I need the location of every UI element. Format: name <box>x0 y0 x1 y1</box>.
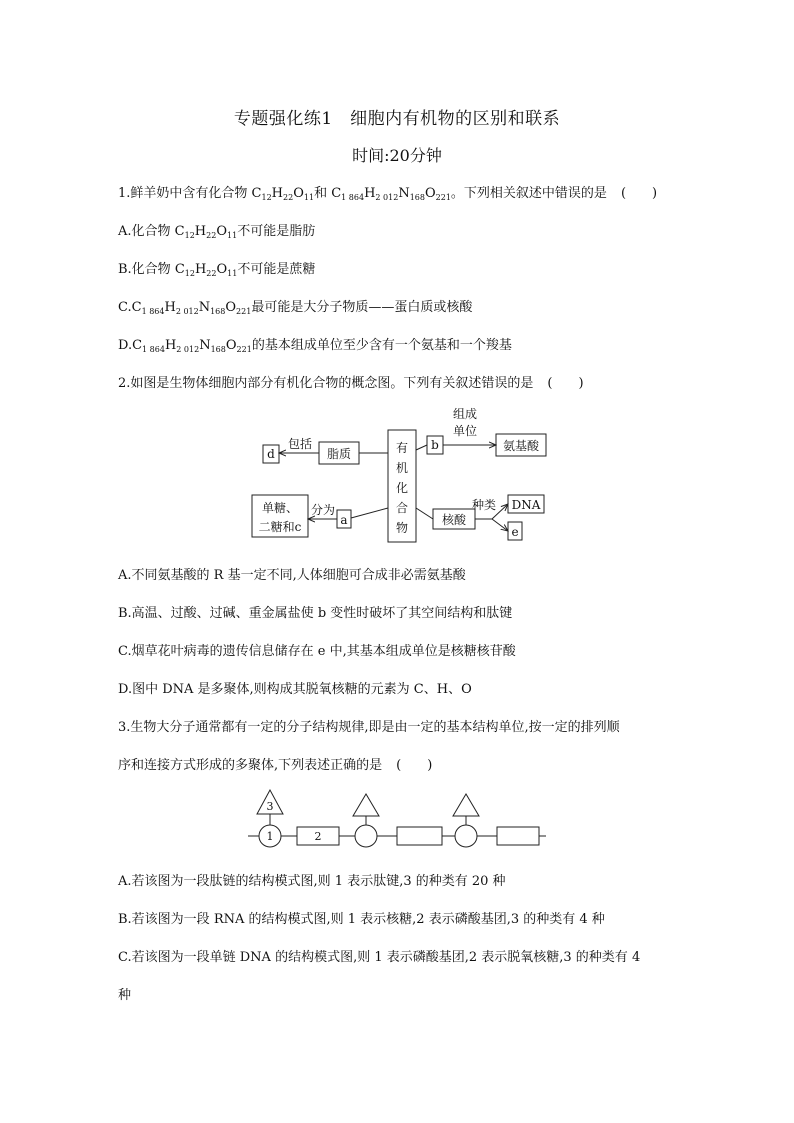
label-1: 1 <box>266 830 274 843</box>
q2-option-a: A.不同氨基酸的 R 基一定不同,人体细胞可合成非必需氨基酸 <box>118 568 466 583</box>
label-2: 2 <box>314 830 322 843</box>
q2-answer-blank: ( ) <box>547 376 584 391</box>
q3-option-c-line2: 种 <box>118 988 132 1003</box>
center-char-2: 机 <box>395 461 409 475</box>
q2-option-c: C.烟草花叶病毒的遗传信息储存在 e 中,其基本组成单位是核糖核苷酸 <box>118 644 516 659</box>
label-baokuo: 包括 <box>287 437 313 451</box>
label-monosaccharide: 单糖、 <box>261 501 299 515</box>
q3-stem-line1: 3.生物大分子通常都有一定的分子结构规律,即是由一定的基本结构单位,按一定的排列顺 <box>118 720 620 735</box>
rect-unit-2 <box>397 827 442 845</box>
q1-option-b: B.化合物 $C_{12}H_{22}O_{11}$不可能是蔗糖 <box>118 262 316 278</box>
q3-answer-blank: ( ) <box>396 758 433 773</box>
center-char-5: 物 <box>395 521 409 535</box>
q1-option-a: A.化合物 $C_{12}H_{22}O_{11}$不可能是脂肪 <box>118 224 316 240</box>
page-subtitle: 时间:20分钟 <box>352 146 442 165</box>
q1-option-c: $C.C_{1 864}H_{2 012}N_{168}O_{221}$最可能是大分子物质——蛋白质或核酸 <box>118 300 473 316</box>
label-dna: DNA <box>511 498 541 512</box>
label-e: e <box>511 525 519 539</box>
q3-option-c-line1: C.若该图为一段单链 DNA 的结构模式图,则 1 表示磷酸基团,2 表示脱氧核糖,3 的种类有 4 <box>118 950 641 965</box>
label-disaccharide: 二糖和c <box>258 520 302 534</box>
label-a: a <box>340 513 348 527</box>
label-3: 3 <box>266 800 274 813</box>
label-lipid: 脂质 <box>326 447 352 461</box>
center-char-1: 有 <box>395 441 409 455</box>
q1-answer-blank: ( ) <box>620 186 658 201</box>
q1-stem: 1.鲜羊奶中含有化合物 $C_{12}H_{22}O_{11}$和 $C_{1 864}H_{2 012}N_{168}O_{221}$。下列相关叙述中错误的是 ( ) <box>118 182 657 201</box>
q2-concept-diagram <box>240 398 560 548</box>
triangle-unit-3 <box>453 794 479 816</box>
circle-unit-3 <box>455 825 477 847</box>
q2-option-b: B.高温、过酸、过碱、重金属盐使 b 变性时破坏了其空间结构和肽键 <box>118 606 513 621</box>
label-zhonglei: 种类 <box>471 498 497 512</box>
circle-unit-2 <box>355 825 377 847</box>
q3-stem-line2: 序和连接方式形成的多聚体,下列表述正确的是 ( ) <box>118 754 432 773</box>
q3-option-a: A.若该图为一段肽链的结构模式图,则 1 表示肽键,3 的种类有 20 种 <box>118 874 506 889</box>
label-nucleic-acid: 核酸 <box>441 513 467 527</box>
q2-option-d: D.图中 DNA 是多聚体,则构成其脱氧核糖的元素为 C、H、O <box>118 682 472 697</box>
q3-option-b: B.若该图为一段 RNA 的结构模式图,则 1 表示核糖,2 表示磷酸基团,3 的种类有 4 种 <box>118 912 605 927</box>
label-b: b <box>431 438 439 452</box>
q3-polymer-diagram <box>240 786 560 850</box>
page-title: 专题强化练1 细胞内有机物的区别和联系 <box>233 109 561 129</box>
q2-stem: 2.如图是生物体细胞内部分有机化合物的概念图。下列有关叙述错误的是 ( ) <box>118 372 584 391</box>
label-danwei: 单位 <box>452 424 478 438</box>
label-amino-acid: 氨基酸 <box>502 439 540 453</box>
q1-option-d: $D.C_{1 864}H_{2 012}N_{168}O_{221}$的基本组成单位至少含有一个氨基和一个羧基 <box>118 338 512 354</box>
center-char-3: 化 <box>395 481 409 495</box>
center-char-4: 合 <box>395 501 409 515</box>
label-d: d <box>267 447 275 461</box>
label-zucheng: 组成 <box>452 407 478 421</box>
label-fenwei: 分为 <box>310 503 336 517</box>
rect-unit-3 <box>497 827 539 845</box>
triangle-unit-2 <box>353 794 379 816</box>
